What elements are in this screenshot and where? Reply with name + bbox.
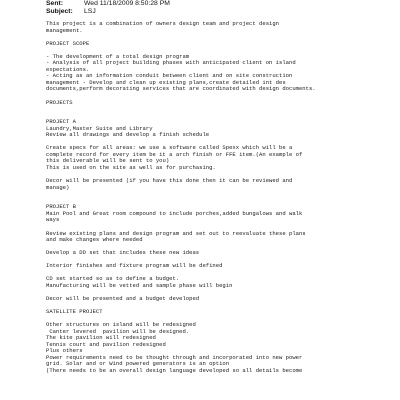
body-line: ways [46, 216, 60, 224]
body-line: Decor will be presented and a budget developed [46, 294, 200, 302]
body-line: - Analysis of all project building phases with anticipated client on island [46, 59, 296, 67]
body-line: management - Develop and clean up existing plans,create detailed int des [46, 78, 286, 86]
body-line: Power requirements need to be thought through and incorporated into new power [46, 353, 303, 361]
body-line: Develop a DD set that includes these new ideas [46, 249, 200, 257]
body-line: (There needs to be an overall design language developed so all details become [46, 366, 303, 374]
email-body [46, 21, 396, 375]
sent-row [0, 0, 400, 8]
body-line: This is used on the site as well as for purchasing. [46, 164, 216, 172]
body-line: grid. Solar and or Wind powered generators is an option [46, 360, 230, 368]
body-line: Review all drawings and develop a finish schedule [46, 131, 210, 139]
sent-value: Wed 11/18/2009 8:50:28 PM [84, 0, 170, 7]
subject-row [0, 8, 400, 16]
body-line: Review existing plans and design program and set out to reevaluate these plans [46, 229, 306, 237]
body-line: The kite pavilion will redesigned [46, 334, 156, 342]
body-line: Interior finishes and fixture program will be defined [46, 262, 223, 270]
body-line: PROJECTS [46, 98, 73, 106]
subject-value: LSJ [84, 8, 96, 15]
body-line: - Acting as an information conduit between client and on site construction [46, 72, 293, 80]
body-line: expectations. [46, 65, 90, 73]
body-line: Laundry,Master Suite and Library [46, 124, 153, 132]
body-line: Decor will be presented (if you have this done then it can be reviewed and [46, 177, 293, 185]
body-line: SATELLITE PROJECT [46, 308, 103, 316]
body-line: Manufacturing will be vetted and sample phase will begin [46, 281, 233, 289]
body-line: - The development of a total design program [46, 52, 190, 60]
email-header [0, 0, 400, 16]
body-line: Canter levered pavilion will be designed. [46, 327, 190, 335]
body-line: complete record for every item be it a arch finish or FFE item.(An example of [46, 150, 303, 158]
body-line: documents,perform decorating services that are coordinated with design documents. [46, 85, 316, 93]
body-line: PROJECT B [46, 203, 76, 211]
body-line: PROJECT A [46, 118, 76, 126]
body-line: CD set started so as to define a budget. [46, 275, 180, 283]
body-line: Main Pool and Great room compound to include porches,added bungalows and walk [46, 209, 303, 217]
body-line: manage) [46, 183, 70, 191]
body-line: This project is a combination of owners design team and project design [46, 20, 280, 27]
body-line: Plus others [46, 347, 83, 355]
body-line: management. [46, 26, 83, 34]
sent-label: Sent: [46, 0, 63, 7]
body-line: Other structures on island will be redesigned [46, 321, 196, 329]
body-line: this deliverable will be sent to you) [46, 157, 170, 165]
body-line: Create specs for all areas: we use a software called Spexx which will be a [46, 144, 293, 152]
body-line: and make changes where needed [46, 236, 143, 244]
body-line: Tennis court and pavilion redesigned [46, 340, 166, 348]
subject-label: Subject: [46, 8, 73, 15]
body-line: PROJECT SCOPE [46, 39, 90, 47]
